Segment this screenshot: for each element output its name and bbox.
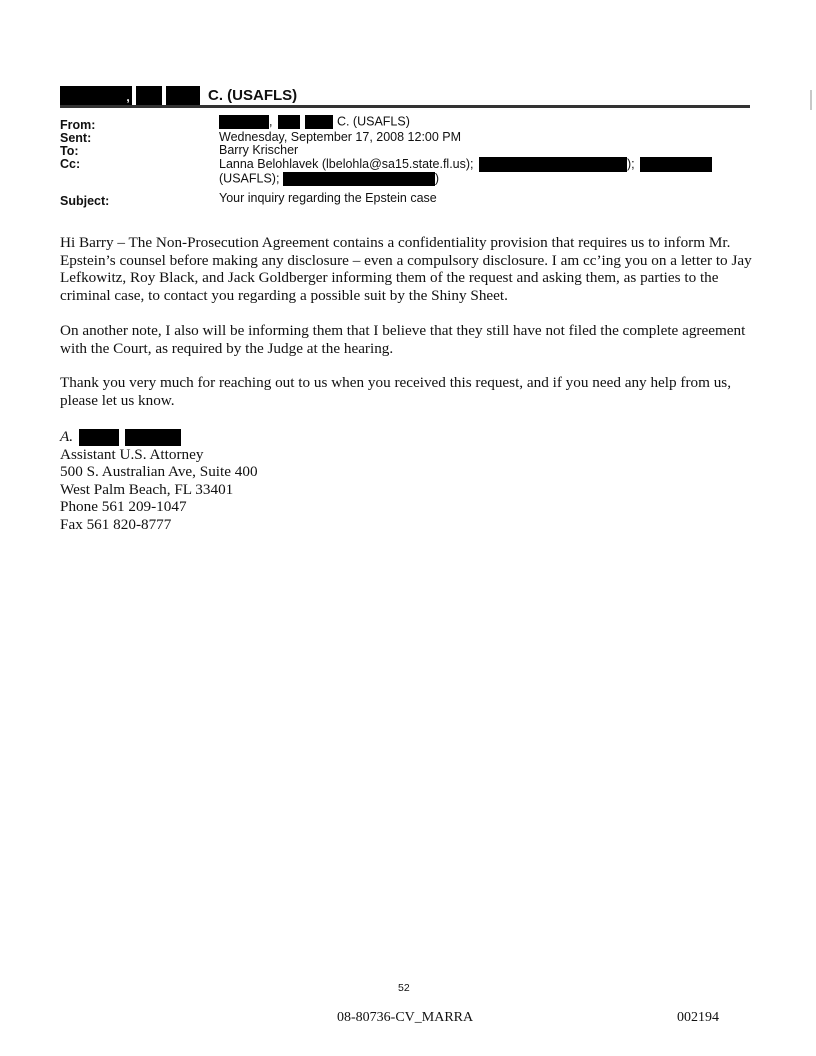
from-label: From:	[60, 118, 96, 132]
signature-address-2: West Palm Beach, FL 33401	[60, 480, 234, 498]
cc-line-2	[219, 172, 439, 186]
signature-name-line	[60, 428, 258, 446]
signature-fax: Fax 561 820-8777	[60, 515, 172, 533]
redaction-block	[136, 86, 162, 105]
from-value	[219, 115, 410, 129]
cc-line-1	[219, 157, 712, 172]
page-number: 52	[398, 982, 410, 994]
cc-line-2-suffix: )	[434, 171, 440, 186]
scan-edge-mark	[810, 90, 812, 110]
redaction-block	[219, 115, 269, 129]
cc-line-1-prefix: Lanna Belohlavek (lbelohla@sa15.state.fl.us);	[219, 156, 474, 171]
redaction-block	[283, 172, 435, 186]
redaction-block	[305, 115, 333, 129]
header-name-suffix: C. (USAFLS)	[208, 87, 298, 104]
to-value: Barry Krischer	[219, 143, 299, 157]
cc-line-1-sep: );	[627, 156, 635, 171]
redaction-block	[166, 86, 200, 105]
signature-initial: A.	[60, 428, 74, 445]
cc-label: Cc:	[60, 157, 81, 171]
header-comma: ,	[124, 86, 132, 105]
redaction-block	[60, 86, 124, 105]
body-paragraph-2: On another note, I also will be informing them that I believe that they still have not filed the complete agreement with the Court, as required by the Judge at the hearing.	[60, 322, 746, 357]
redaction-block	[79, 429, 119, 446]
email-header-bar	[60, 86, 298, 106]
header-rule	[60, 105, 750, 108]
signature-phone: Phone 561 209-1047	[60, 498, 187, 516]
from-comma: ,	[269, 114, 273, 129]
signature-address-1: 500 S. Australian Ave, Suite 400	[60, 463, 258, 481]
sent-value: Wednesday, September 17, 2008 12:00 PM	[219, 130, 462, 144]
sent-label: Sent:	[60, 131, 92, 145]
subject-value: Your inquiry regarding the Epstein case	[219, 191, 437, 205]
case-number: 08-80736-CV_MARRA	[337, 1010, 474, 1025]
bates-number: 002194	[677, 1010, 719, 1025]
cc-line-2-prefix: (USAFLS);	[219, 171, 280, 186]
redaction-block	[640, 157, 712, 172]
to-label: To:	[60, 144, 79, 158]
subject-label: Subject:	[60, 194, 110, 208]
signature-block	[60, 428, 258, 533]
body-paragraph-1: Hi Barry – The Non-Prosecution Agreement contains a confidentiality provision that requires us to inform Mr. Epstein’s counsel before making any disclosure – even a compulsory disclosure. I am cc’ing you on a letter to Jay Lefkowitz, Roy Black, and Jack Goldberger informing them of the request and asking them, as parties to the criminal case, to contact you regarding a possible suit by the Shiny Sheet.	[60, 234, 752, 304]
redaction-block	[125, 429, 181, 446]
from-suffix: C. (USAFLS)	[336, 114, 410, 129]
signature-title: Assistant U.S. Attorney	[60, 446, 204, 464]
redaction-block	[479, 157, 627, 172]
body-paragraph-3: Thank you very much for reaching out to us when you received this request, and if you need any help from us, please let us know.	[60, 374, 732, 409]
redaction-block	[278, 115, 300, 129]
